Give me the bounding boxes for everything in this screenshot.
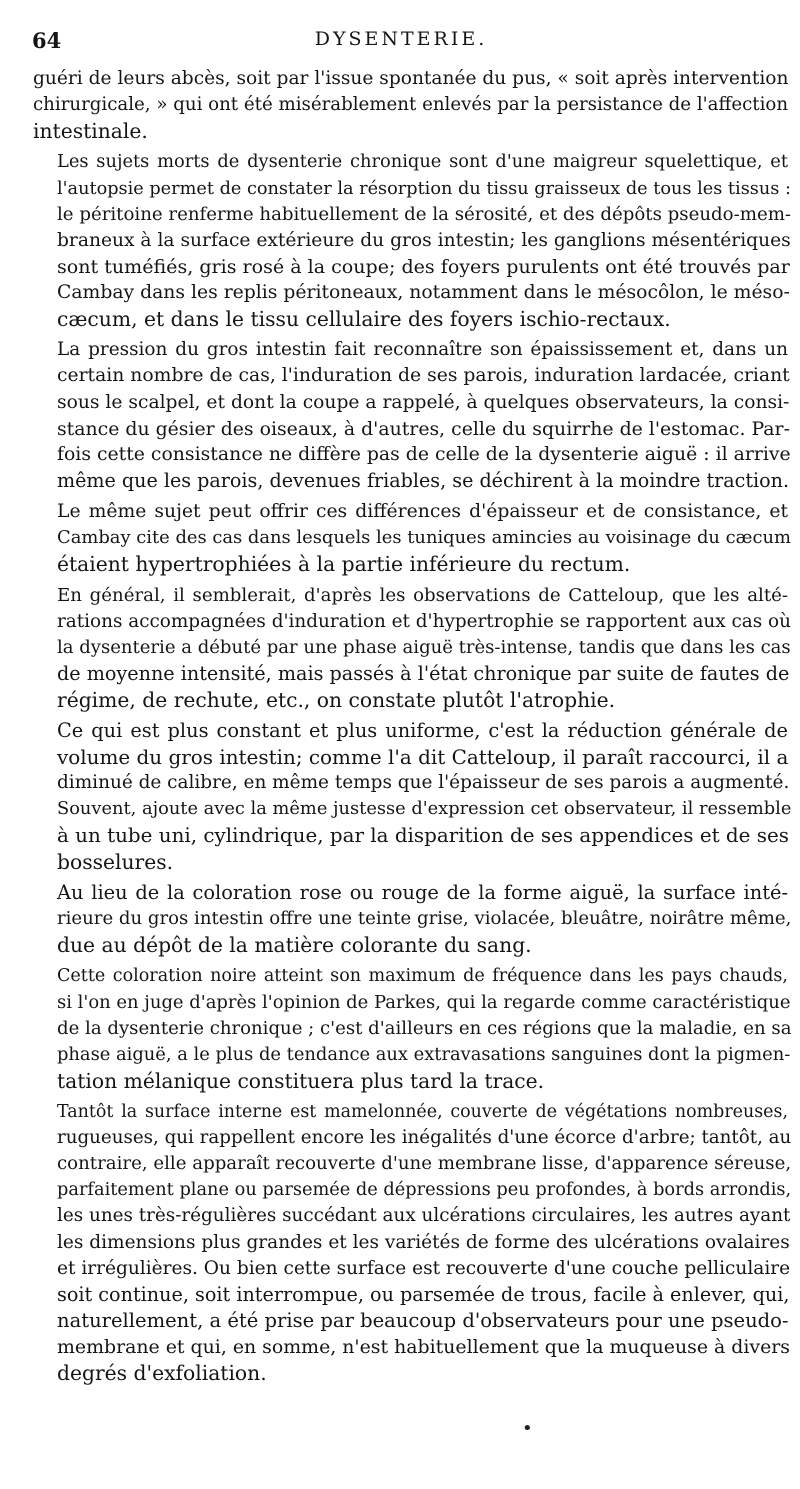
text-line: bosselures.: [57, 849, 174, 874]
text-line: Tantôt la surface interne est mamelonnée, couverte de végétations nombreuses,: [57, 1102, 788, 1123]
text-line: due au dépôt de la matière colorante du sang.: [57, 933, 532, 958]
text-line: Le même sujet peut offrir ces différences d'épaisseur et de consistance, et: [57, 501, 788, 523]
text-line: à un tube uni, cylindrique, par la disparition de ses appendices et de ses: [57, 823, 789, 847]
text-line: rations accompagnées d'induration et d'hypertrophie se rapportent aux cas où: [57, 610, 791, 632]
text-line: La pression du gros intestin fait reconnaître son épaississement et, dans un: [57, 339, 788, 361]
text-line: degrés d'exfoliation.: [57, 1361, 267, 1385]
page-number: 64: [32, 28, 62, 53]
text-line: Ce qui est plus constant et plus uniforme, c'est la réduction générale de: [57, 719, 788, 743]
paragraph: [33, 880, 792, 958]
text-line: cæcum, et dans le tissu cellulaire des foyers ischio-rectaux.: [57, 307, 671, 332]
text-line: membrane et qui, en somme, n'est habituellement que la muqueuse à divers: [57, 1335, 790, 1358]
paragraph: [33, 1099, 792, 1386]
text-line: si l'on en juge d'après l'opinion de Parkes, qui la regarde comme caractéristique: [57, 991, 791, 1013]
text-line: soit continue, soit interrompue, ou parsemée de trous, facile à enlever, qui,: [57, 1282, 790, 1306]
paragraph: [33, 66, 788, 144]
text-line: rieure du gros intestin offre une teinte grise, violacée, bleuâtre, noirâtre même,: [57, 908, 792, 930]
text-line: diminué de calibre, en même temps que l'épaisseur de ses parois a augmenté.: [57, 772, 790, 794]
text-line: étaient hypertrophiées à la partie inférieure du rectum.: [57, 552, 631, 577]
body-text: [33, 66, 792, 1391]
text-line: Cambay dans les replis péritoneaux, notamment dans le mésocôlon, le méso-: [57, 281, 790, 303]
text-line: le péritoine renferme habituellement de la sérosité, et des dépôts pseudo-mem-: [57, 203, 792, 225]
text-line: et irrégulières. Ou bien cette surface est recouverte d'une couche pelliculaire: [57, 1257, 791, 1279]
text-line: régime, de rechute, etc., on constate plutôt l'atrophie.: [57, 687, 616, 712]
text-line: de la dysenterie chronique ; c'est d'ailleurs en ces régions que la maladie, en sa: [57, 1017, 792, 1039]
page-header: [32, 28, 770, 58]
text-line: parfaitement plane ou parsemée de dépressions peu profondes, à bords arrondis,: [57, 1180, 792, 1201]
text-line: même que les parois, devenues friables, se déchirent à la moindre traction.: [57, 468, 790, 492]
text-line: guéri de leurs abcès, soit par l'issue spontanée du pus, « soit après intervention: [33, 68, 789, 89]
footer-mark: •: [522, 1418, 533, 1439]
text-line: fois cette consistance ne diffère pas de celle de la dysenterie aiguë : il arrive: [57, 443, 791, 465]
text-line: Cambay cite des cas dans lesquels les tuniques amincies au voisinage du cæcum: [57, 527, 791, 549]
text-line: sont tuméfiés, gris rosé à la coupe; des foyers purulents ont été trouvés par: [57, 255, 790, 278]
text-line: Au lieu de la coloration rose ou rouge de la forme aiguë, la surface inté-: [57, 880, 788, 904]
text-line: rugueuses, qui rappellent encore les inégalités d'une écorce d'arbre; tantôt, au: [57, 1127, 792, 1149]
text-line: l'autopsie permet de constater la résorption du tissu graisseux de tous les tissus :: [57, 178, 791, 199]
paragraph: [33, 149, 792, 332]
paragraph: [33, 499, 791, 577]
text-line: intestinale.: [33, 119, 148, 144]
text-line: naturellement, a été prise par beaucoup d'observateurs pour une pseudo-: [57, 1308, 789, 1332]
text-line: tation mélanique constituera plus tard la trace.: [57, 1068, 545, 1093]
text-line: stance du gésier des oiseaux, à d'autres, celle du squirrhe de l'estomac. Par-: [57, 417, 790, 440]
text-line: volume du gros intestin; comme l'a dit Catteloup, il paraît raccourci, il a: [57, 745, 789, 770]
text-line: Cette coloration noire atteint son maximum de fréquence dans les pays chauds,: [57, 966, 788, 987]
text-line: les unes très-régulières succédant aux ulcérations circulaires, les autres ayant: [57, 1205, 791, 1227]
text-line: Souvent, ajoute avec la même justesse d'expression cet observateur, il ressemble: [57, 798, 792, 820]
text-line: les dimensions plus grandes et les variétés de forme des ulcérations ovalaires: [57, 1231, 790, 1253]
paragraph: [33, 583, 791, 713]
text-line: sous le scalpel, et dont la coupe a rappelé, à quelques observateurs, la consi-: [57, 391, 790, 413]
text-line: braneux à la surface extérieure du gros intestin; les ganglions mésentériques: [57, 229, 791, 251]
text-line: certain nombre de cas, l'induration de ses parois, induration lardacée, criant: [57, 365, 790, 387]
paragraph: [33, 718, 792, 875]
running-title: DYSENTERIE.: [314, 28, 488, 50]
text-line: de moyenne intensité, mais passés à l'état chronique par suite de fautes de: [57, 661, 790, 685]
text-line: chirurgicale, » qui ont été misérablement enlevés par la persistance de l'affection: [33, 94, 789, 116]
paragraph: [33, 963, 792, 1093]
text-line: Les sujets morts de dysenterie chronique sont d'une maigreur squelettique, et: [57, 151, 788, 173]
text-line: En général, il semblerait, d'après les observations de Catteloup, que les alté-: [57, 584, 788, 606]
paragraph: [33, 337, 791, 494]
text-line: phase aiguë, a le plus de tendance aux extravasations sanguines dont la pigmen-: [57, 1043, 791, 1065]
text-line: contraire, elle apparaît recouverte d'une membrane lisse, d'apparence séreuse,: [57, 1153, 792, 1175]
text-line: la dysenterie a débuté par une phase aiguë très-intense, tandis que dans les cas: [57, 636, 791, 658]
